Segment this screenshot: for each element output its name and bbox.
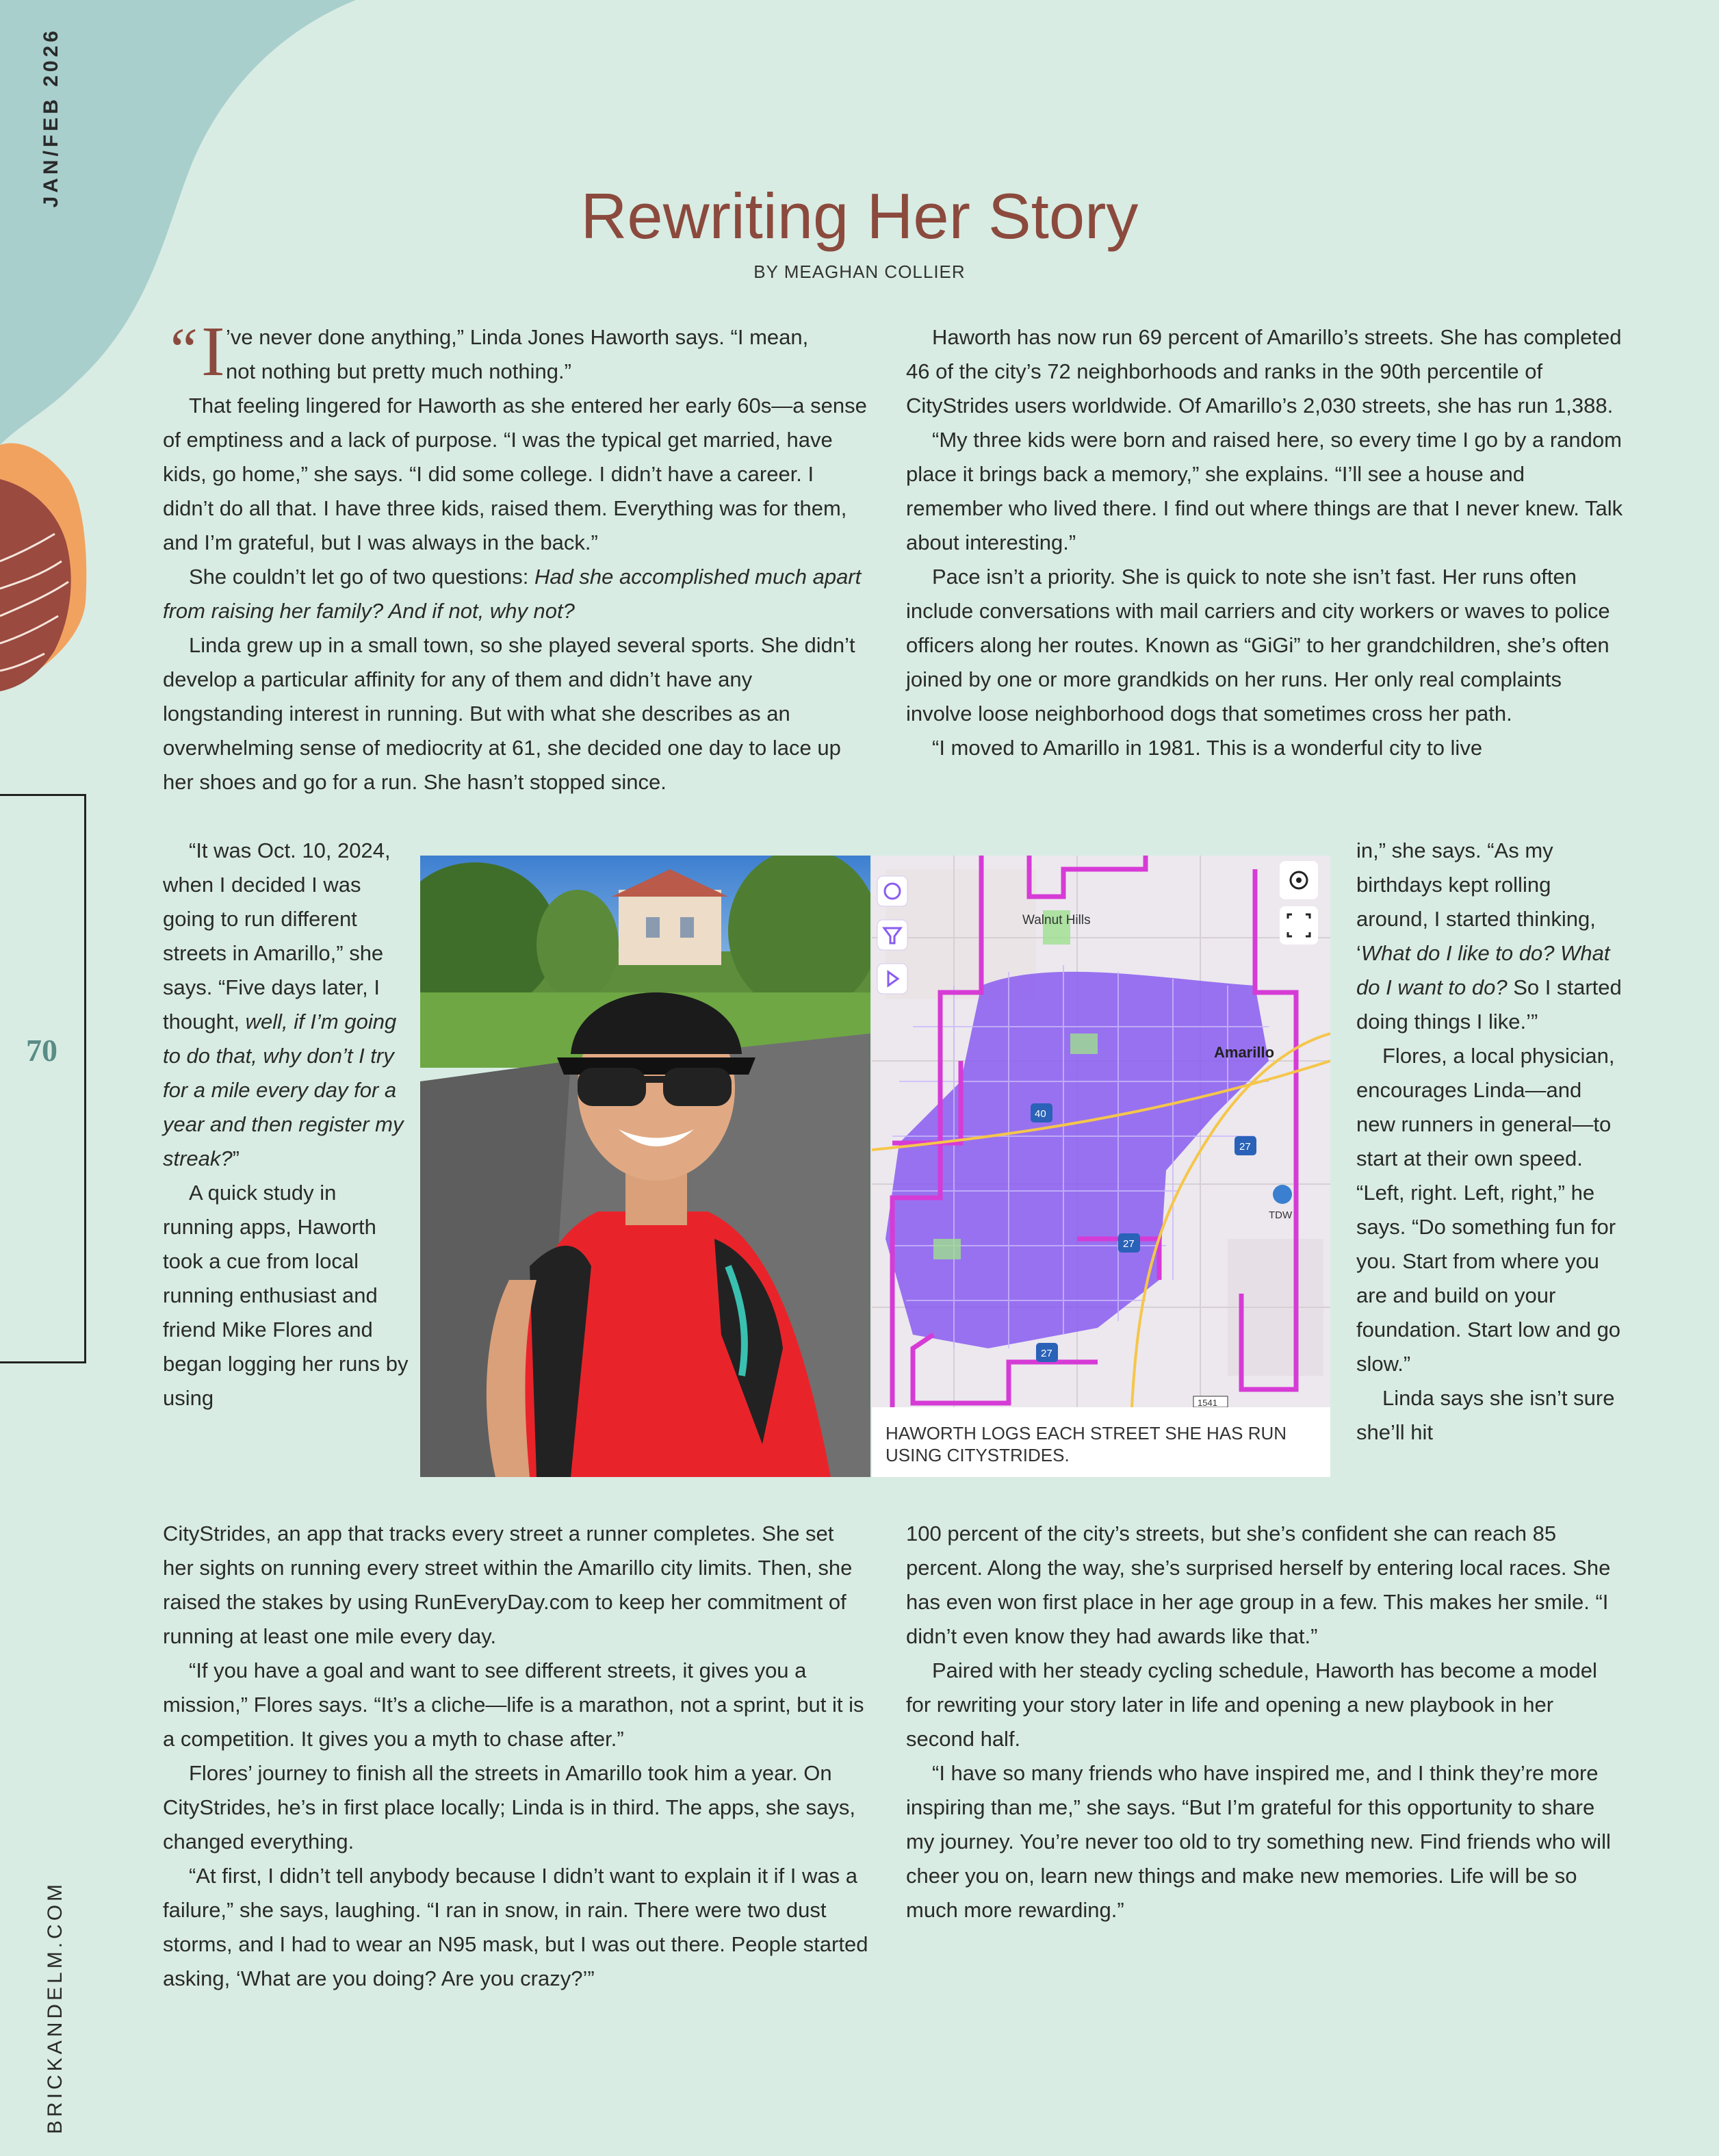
paragraph: Pace isn’t a priority. She is quick to note she isn’t fast. Her runs often include conversations with mail carriers and city workers or waves to police officers along her routes. Known as “GiGi” to her grandchildren, she’s often joined by one or more grandkids on her runs. Her only real complaints involve loose neighborhood dogs that sometimes cross her path. bbox=[906, 565, 1610, 726]
column-2-narrow bbox=[1356, 834, 1623, 1450]
paragraph: “It was Oct. 10, 2024, when I decided I was going to run different streets in Amarillo,” she says. “Five days later, I thought, well, if I’m going to do that, why don’t I try for a mile every day for a year and then register my streak?” bbox=[163, 838, 404, 1170]
paragraph: 100 percent of the city’s streets, but she’s confident she can reach 85 percent. Along the way, she’s surprised herself by entering local races. She has even won first place in her age group in a few. This makes her smile. “I didn’t even know they had awards like that.” bbox=[906, 1522, 1611, 1648]
interstate-27-shield bbox=[1118, 1233, 1140, 1253]
interstate-27-shield bbox=[1036, 1343, 1058, 1362]
map-locate-button[interactable] bbox=[1280, 861, 1318, 899]
column-1-bottom bbox=[163, 1517, 869, 1996]
column-2-bottom bbox=[906, 1517, 1625, 1927]
interstate-40-shield bbox=[1031, 1103, 1052, 1122]
photo-caption: HAWORTH LOGS EACH STREET SHE HAS RUN USING CITYSTRIDES. bbox=[872, 1407, 1330, 1477]
paragraph: She couldn’t let go of two questions: Had she accomplished much apart from raising her family? And if not, why not? bbox=[163, 565, 862, 623]
svg-text:TDW: TDW bbox=[1269, 1209, 1293, 1221]
paragraph: “I moved to Amarillo in 1981. This is a wonderful city to live bbox=[932, 736, 1483, 760]
svg-text:27: 27 bbox=[1123, 1238, 1135, 1250]
paragraph: Linda says she isn’t sure she’ll hit bbox=[1356, 1386, 1615, 1444]
paragraph: “I have so many friends who have inspired me, and I think they’re more inspiring than me,” she says. “But I’m grateful for this opportunity to share my journey. You’re never too old to try something new. Find friends who will cheer you on, learn new things and make new memories. Life will be so much more rewarding.” bbox=[906, 1761, 1611, 1922]
svg-text:27: 27 bbox=[1239, 1141, 1251, 1153]
lead-line-1: ’ve never done anything,” Linda Jones Haworth says. “I mean, bbox=[226, 325, 809, 349]
paragraph: A quick study in running apps, Haworth took a cue from local running enthusiast and friend Mike Flores and began logging her runs by using bbox=[163, 1181, 409, 1410]
lead-line-2: not nothing but pretty much nothing.” bbox=[226, 359, 571, 383]
paragraph: Flores’ journey to finish all the streets in Amarillo took him a year. On CityStrides, he’s in first place locally; Linda is in third. The apps, she says, changed everything. bbox=[163, 1761, 855, 1853]
paragraph: That feeling lingered for Haworth as she entered her early 60s—a sense of emptiness and a lack of purpose. “I was the typical get married, have kids, go home,” she says. “I did some college. I didn’t have a career. I didn’t do all that. I have three kids, raised them. Everything was for them, and I’m grateful, but I was always in the back.” bbox=[163, 394, 867, 554]
map-filter-button[interactable] bbox=[877, 920, 907, 950]
article-title: Rewriting Her Story bbox=[580, 180, 1139, 252]
column-2-top bbox=[906, 320, 1625, 765]
sidebar-frame bbox=[0, 794, 86, 1363]
drop-cap: I bbox=[201, 312, 225, 391]
map-play-button[interactable] bbox=[877, 964, 907, 994]
paragraph: Paired with her steady cycling schedule, Haworth has become a model for rewriting your story later in life and opening a new playbook in her second half. bbox=[906, 1658, 1597, 1751]
column-1-top bbox=[163, 389, 869, 799]
lead-lines bbox=[226, 320, 883, 389]
issue-date: JAN/FEB 2026 bbox=[40, 27, 62, 208]
svg-text:1541: 1541 bbox=[1198, 1398, 1217, 1407]
page-number: 70 bbox=[26, 1033, 57, 1068]
paragraph: CityStrides, an app that tracks every street a runner completes. She set her sights on running every street within the Amarillo city limits. Then, she raised the stakes by using RunEveryDay.com to keep her commitment of running at least one mile every day. bbox=[163, 1522, 853, 1648]
route-1541-shield bbox=[1193, 1396, 1228, 1407]
map-fullscreen-button[interactable] bbox=[1280, 906, 1318, 945]
citystrides-map bbox=[872, 856, 1330, 1407]
paragraph: “At first, I didn’t tell anybody because I didn’t want to explain it if I was a failure,” she says, laughing. “I ran in snow, in rain. There were two dust storms, and I had to wear an N95 mask, but I was out there. People started asking, ‘What are you doing? Are you crazy?’” bbox=[163, 1864, 868, 1990]
svg-text:27: 27 bbox=[1041, 1348, 1052, 1359]
drop-quote-mark: “ bbox=[164, 316, 199, 384]
map-label-amarillo: Amarillo bbox=[1214, 1044, 1275, 1061]
column-1-narrow bbox=[163, 834, 409, 1415]
paragraph: Flores, a local physician, encourages Linda—and new runners in general—to start at their own speed. “Left, right. Left, right,” he says. “Do something fun for you. Start from where you are and build on your foundation. Start low and go slow.” bbox=[1356, 1044, 1621, 1376]
runner-photo bbox=[420, 856, 870, 1477]
website-url: BRICKANDELM.COM bbox=[44, 1880, 66, 2134]
svg-text:40: 40 bbox=[1035, 1108, 1046, 1120]
paragraph: Linda grew up in a small town, so she played several sports. She didn’t develop a particular affinity for any of them and didn’t have any longstanding interest in running. But with what she describes as an overwhelming sense of mediocrity at 61, she decided one day to lace up her shoes and go for a run. She hasn’t stopped since. bbox=[163, 633, 855, 794]
paragraph: “My three kids were born and raised here, so every time I go by a random place it brings back a memory,” she explains. “I’ll see a house and remember who lived there. I find out where things are that I never knew. Talk about interesting.” bbox=[906, 428, 1623, 554]
paragraph: in,” she says. “As my birthdays kept rolling around, I started thinking, ‘What do I like to do? What do I want to do? So I started doing things I like.’” bbox=[1356, 838, 1622, 1034]
paragraph: Haworth has now run 69 percent of Amarillo’s streets. She has completed 46 of the city’s 72 neighborhoods and ranks in the 90th percentile of CityStrides users worldwide. Of Amarillo’s 2,030 streets, she has run 1,388. bbox=[906, 325, 1622, 418]
map-layers-button[interactable] bbox=[877, 876, 907, 906]
interstate-27-shield bbox=[1235, 1136, 1256, 1155]
paragraph: “If you have a goal and want to see different streets, it gives you a mission,” Flores says. “It’s a cliche—life is a marathon, not a sprint, but it is a competition. It gives you a myth to chase after.” bbox=[163, 1658, 864, 1751]
byline: BY MEAGHAN COLLIER bbox=[753, 261, 966, 282]
map-label-walnut-hills: Walnut Hills bbox=[1022, 913, 1091, 927]
